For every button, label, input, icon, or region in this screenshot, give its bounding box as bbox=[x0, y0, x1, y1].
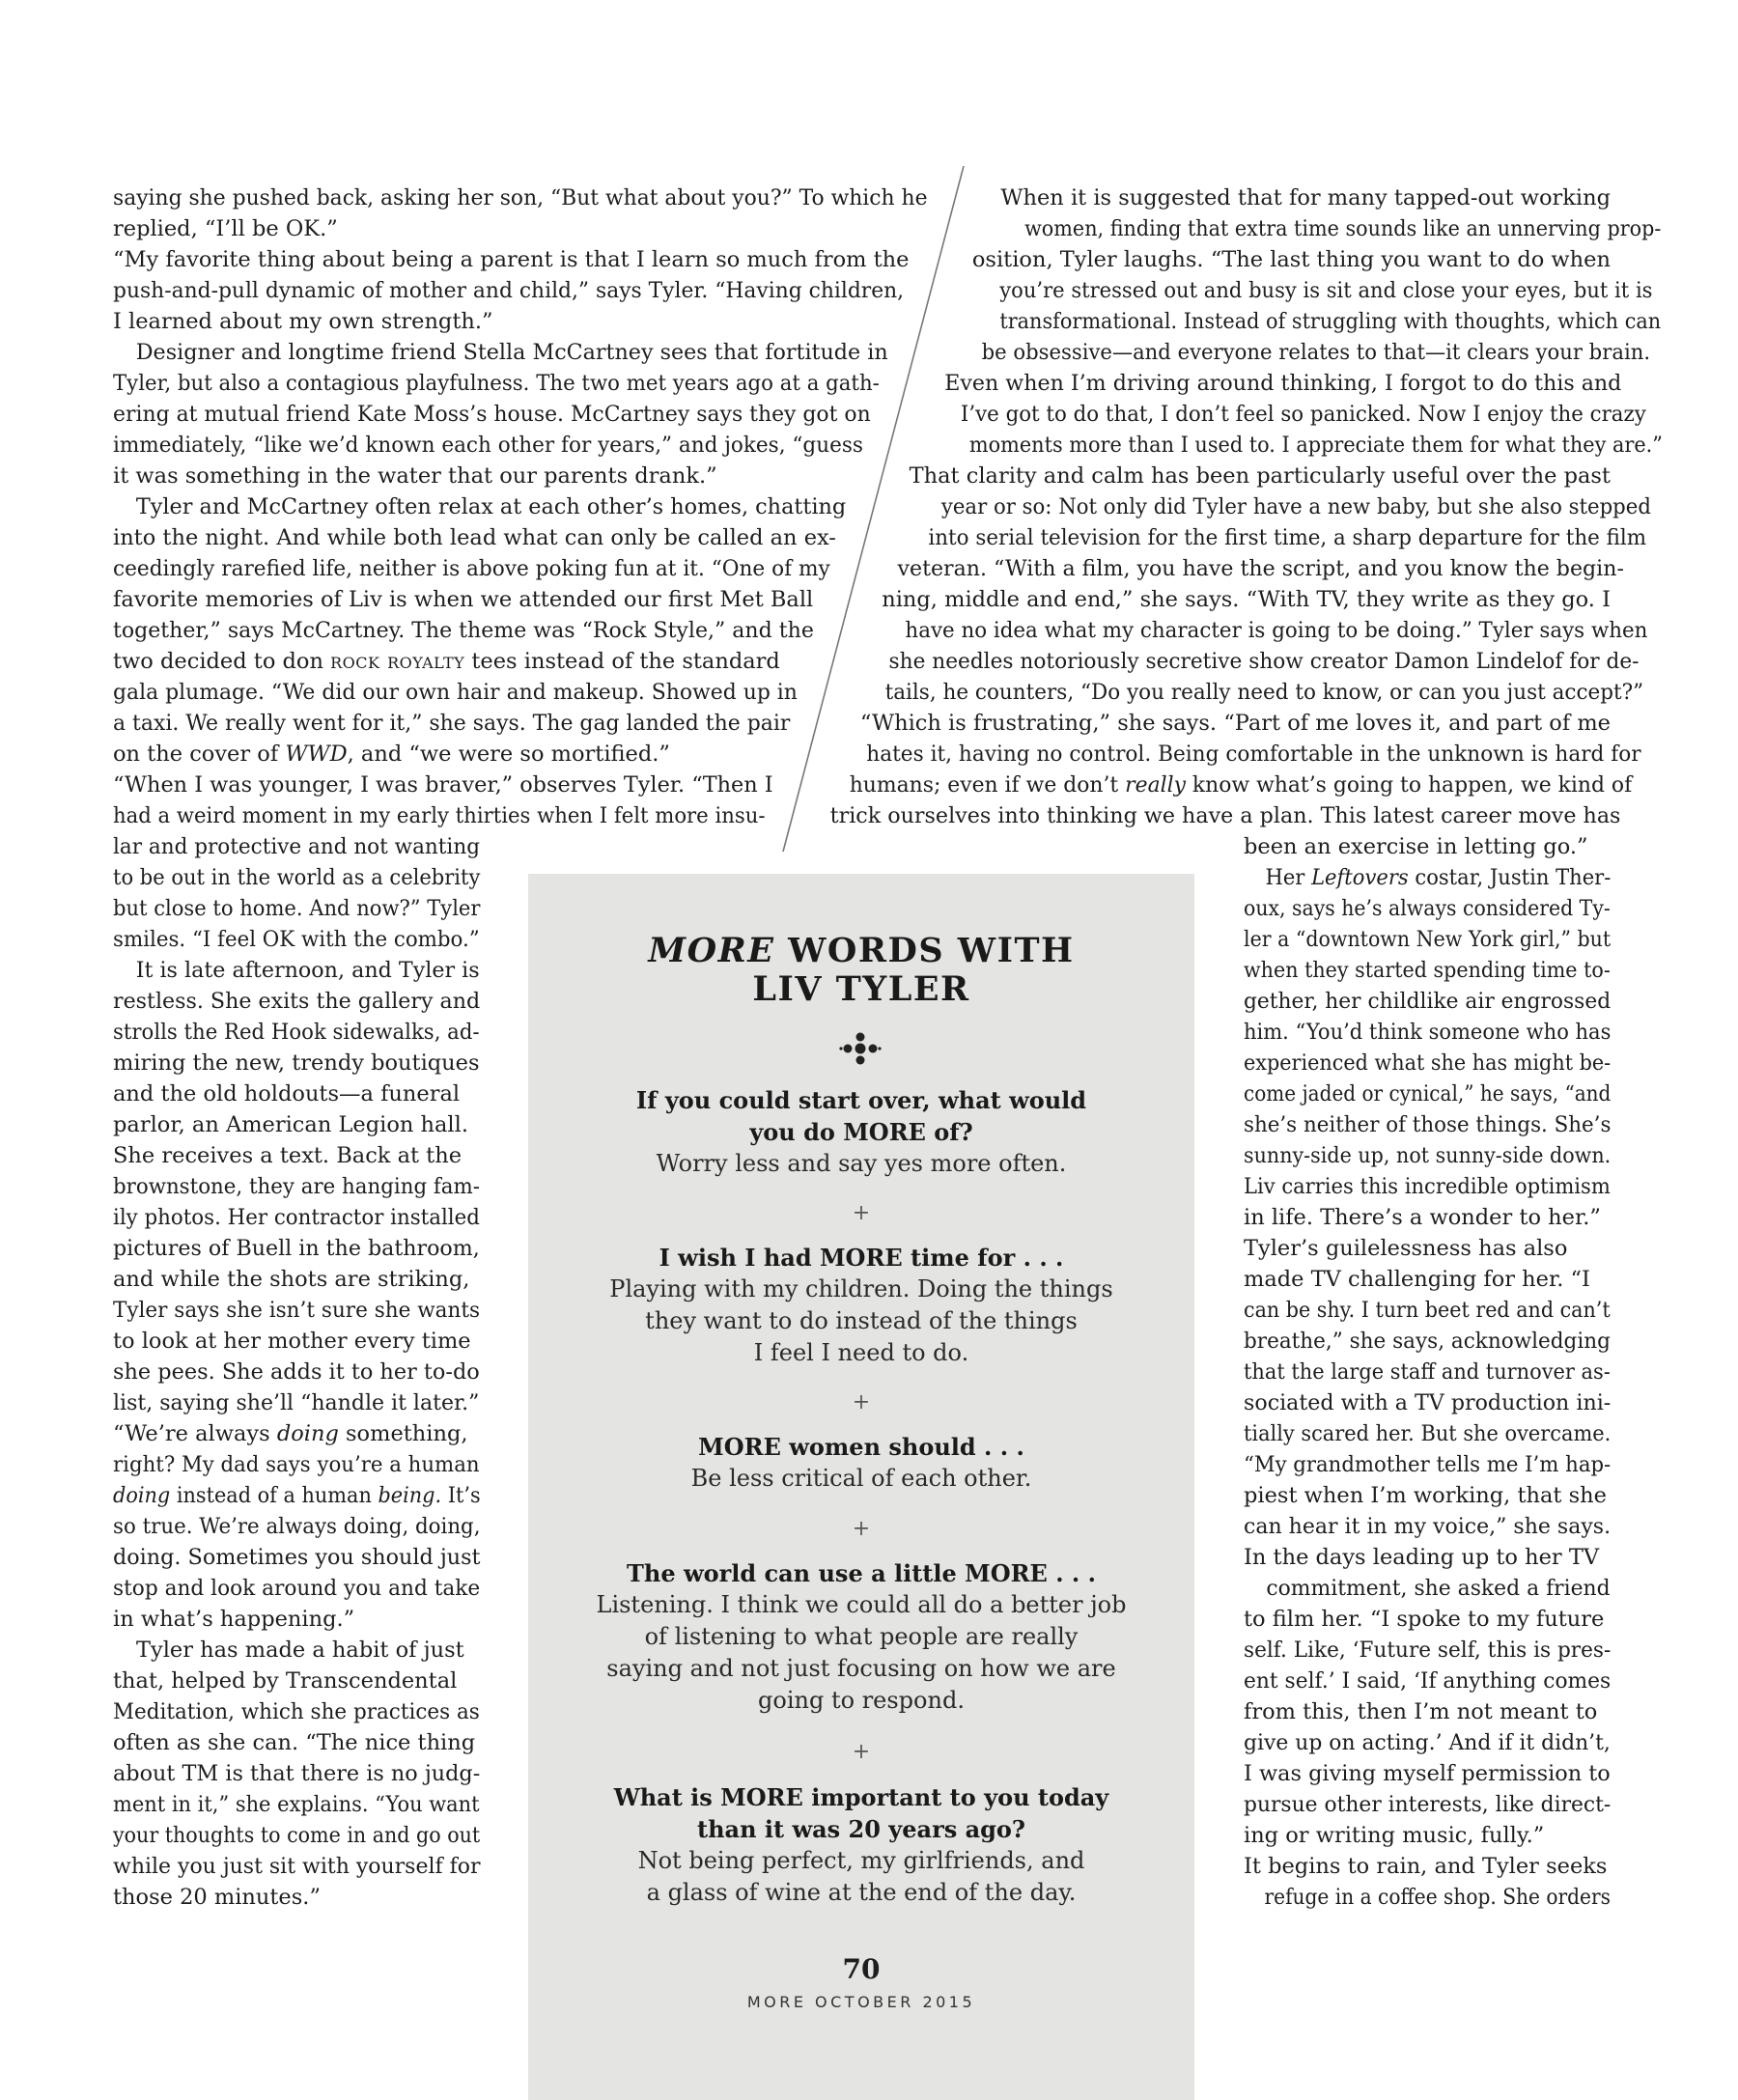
text-line: ment in it,” she explains. “You want bbox=[113, 1792, 480, 1817]
text-line: self. Like, ‘Future self, this is pres- bbox=[1244, 1638, 1612, 1663]
text-line: list, saying she’ll “handle it later.” bbox=[113, 1390, 480, 1415]
text-line: Tyler, but also a contagious playfulness. The two met years ago at a gath- bbox=[113, 371, 880, 396]
text-line: push-and-pull dynamic of mother and child,” says Tyler. “Having children, bbox=[113, 278, 905, 303]
text-line: ning, middle and end,” she says. “With TV, they write as they go. I bbox=[882, 587, 1611, 612]
flower-ornament-icon bbox=[839, 1031, 882, 1066]
text-line: gether, her childlike air engrossed bbox=[1244, 989, 1612, 1014]
text-line: Tyler has made a habit of just bbox=[136, 1638, 464, 1663]
text-line: gala plumage. “We did our own hair and makeup. Showed up in bbox=[113, 680, 798, 705]
text-line: ler a “downtown New York girl,” but bbox=[1244, 927, 1612, 952]
text-line: “My favorite thing about being a parent is that I learn so much from the bbox=[113, 247, 910, 272]
text-line: sociated with a TV production ini- bbox=[1244, 1390, 1612, 1415]
text-line: piest when I’m working, that she bbox=[1244, 1483, 1607, 1508]
text-line: Tyler and McCartney often relax at each other’s homes, chatting bbox=[135, 494, 847, 519]
text-line: tially scared her. But she overcame. bbox=[1244, 1421, 1612, 1446]
text-line: him. “You’d think someone who has bbox=[1244, 1020, 1612, 1045]
text-line: trick ourselves into thinking we have a plan. This latest career move has bbox=[829, 803, 1621, 828]
text-line: come jaded or cynical,” he says, “and bbox=[1244, 1081, 1612, 1106]
text-line: but close to home. And now?” Tyler bbox=[113, 896, 481, 921]
sidebar-question: MORE women should . . . bbox=[698, 1433, 1024, 1461]
text-line: together,” says McCartney. The theme was “Rock Style,” and the bbox=[113, 618, 814, 643]
text-line: ering at mutual friend Kate Moss’s house. McCartney says they got on bbox=[113, 402, 871, 427]
text-line: saying she pushed back, asking her son, “But what about you?” To which he bbox=[113, 185, 928, 210]
text-line: “When I was younger, I was braver,” observes Tyler. “Then I bbox=[113, 772, 773, 798]
text-line: ily photos. Her contractor installed bbox=[113, 1205, 480, 1230]
text-line: Liv carries this incredible optimism bbox=[1244, 1174, 1611, 1199]
text-line: had a weird moment in my early thirties when I felt more insu- bbox=[113, 803, 766, 828]
text-line: “Which is frustrating,” she says. “Part of me loves it, and part of me bbox=[859, 711, 1611, 736]
text-line: strolls the Red Hook sidewalks, ad- bbox=[113, 1020, 480, 1045]
text-line: osition, Tyler laughs. “The last thing you want to do when bbox=[971, 247, 1611, 272]
text-line: immediately, “like we’d known each other for years,” and jokes, “guess bbox=[113, 433, 863, 458]
text-line: to be out in the world as a celebrity bbox=[113, 865, 481, 890]
sidebar-answer: going to respond. bbox=[758, 1687, 965, 1714]
text-line: experienced what she has might be- bbox=[1244, 1050, 1612, 1076]
text-line: “We’re always doing something, bbox=[113, 1421, 468, 1446]
sidebar-answer: Listening. I think we could all do a better job bbox=[596, 1591, 1127, 1618]
text-line: brownstone, they are hanging fam- bbox=[113, 1174, 480, 1199]
text-line: ent self.’ I said, ‘If anything comes bbox=[1244, 1668, 1612, 1694]
text-line: those 20 minutes.” bbox=[113, 1885, 321, 1910]
text-line: and the old holdouts—a funeral bbox=[113, 1081, 461, 1106]
text-line: she’s neither of those things. She’s bbox=[1244, 1112, 1612, 1137]
sidebar-answer: Not being perfect, my girlfriends, and bbox=[637, 1847, 1085, 1874]
text-line: it was something in the water that our parents drank.” bbox=[113, 463, 717, 489]
text-line: doing. Sometimes you should just bbox=[113, 1545, 481, 1570]
text-line: replied, “I’ll be OK.” bbox=[113, 216, 338, 241]
text-line: refuge in a coffee shop. She orders bbox=[1264, 1885, 1611, 1910]
text-line: about TM is that there is no judg- bbox=[113, 1761, 481, 1786]
sidebar-question: you do MORE of? bbox=[749, 1118, 973, 1146]
text-line: have no idea what my character is going to be doing.” Tyler says when bbox=[905, 618, 1648, 643]
sidebar-answer: Playing with my children. Doing the things bbox=[609, 1275, 1113, 1302]
text-line: Tyler says she isn’t sure she wants bbox=[113, 1298, 481, 1323]
text-line: stop and look around you and take bbox=[113, 1576, 481, 1601]
text-line: Her Leftovers costar, Justin Ther- bbox=[1265, 865, 1612, 890]
text-line: to film her. “I spoke to my future bbox=[1244, 1607, 1605, 1632]
text-line: Even when I’m driving around thinking, I forgot to do this and bbox=[943, 371, 1622, 396]
text-line: breathe,” she says, acknowledging bbox=[1244, 1329, 1611, 1354]
text-line: she needles notoriously secretive show creator Damon Lindelof for de- bbox=[888, 649, 1640, 674]
text-line: women, finding that extra time sounds like an unnerving prop- bbox=[1023, 216, 1662, 241]
text-line: two decided to don rock royalty tees instead of the standard bbox=[113, 649, 780, 674]
text-line: pictures of Buell in the bathroom, bbox=[113, 1236, 480, 1261]
text-line: oux, says he’s always considered Ty- bbox=[1244, 896, 1611, 921]
text-line: into serial television for the first time, a sharp departure for the film bbox=[928, 525, 1646, 550]
text-line: to look at her mother every time bbox=[113, 1329, 471, 1354]
text-line: Designer and longtime friend Stella McCartney sees that fortitude in bbox=[135, 340, 888, 365]
text-line: ceedingly rarefied life, neither is above poking fun at it. “One of my bbox=[113, 556, 830, 581]
text-line: year or so: Not only did Tyler have a new baby, but she also stepped bbox=[940, 494, 1651, 519]
text-line: she pees. She adds it to her to-do bbox=[113, 1359, 480, 1385]
text-line: give up on acting.’ And if it didn’t, bbox=[1244, 1730, 1611, 1755]
text-line: miring the new, trendy boutiques bbox=[113, 1050, 480, 1076]
text-line: restless. She exits the gallery and bbox=[113, 989, 481, 1014]
sidebar-plus-separator: + bbox=[852, 1517, 871, 1541]
text-line: so true. We’re always doing, doing, bbox=[113, 1514, 481, 1539]
text-line: It is late afternoon, and Tyler is bbox=[135, 958, 480, 983]
text-line: moments more than I used to. I appreciate them for what they are.” bbox=[968, 433, 1663, 458]
text-line: lar and protective and not wanting bbox=[113, 834, 480, 859]
text-line: She receives a text. Back at the bbox=[113, 1143, 463, 1168]
text-line: been an exercise in letting go.” bbox=[1244, 834, 1588, 859]
text-line: that the large staff and turnover as- bbox=[1244, 1359, 1611, 1385]
text-line: In the days leading up to her TV bbox=[1244, 1545, 1600, 1570]
sidebar-title-line2: LIV TYLER bbox=[752, 969, 970, 1009]
sidebar-answer: saying and not just focusing on how we are bbox=[606, 1655, 1116, 1682]
text-line: made TV challenging for her. “I bbox=[1244, 1267, 1590, 1292]
text-line: tails, he counters, “Do you really need to know, or can you just accept?” bbox=[885, 680, 1644, 705]
text-line: doing instead of a human being. It’s bbox=[113, 1483, 481, 1508]
sidebar-answer: of listening to what people are really bbox=[644, 1623, 1079, 1650]
text-line: parlor, an American Legion hall. bbox=[113, 1112, 468, 1137]
sidebar-question: If you could start over, what would bbox=[635, 1086, 1087, 1114]
sidebar-answer: a glass of wine at the end of the day. bbox=[646, 1879, 1077, 1906]
sidebar-question: I wish I had MORE time for . . . bbox=[659, 1244, 1064, 1272]
text-line: that, helped by Transcendental bbox=[113, 1668, 458, 1694]
text-line: a taxi. We really went for it,” she says. The gag landed the pair bbox=[113, 711, 791, 736]
text-line: your thoughts to come in and go out bbox=[113, 1823, 481, 1848]
sidebar-answer: I feel I need to do. bbox=[753, 1339, 969, 1366]
text-line: commitment, she asked a friend bbox=[1266, 1576, 1611, 1601]
sidebar-answer: they want to do instead of the things bbox=[645, 1307, 1078, 1334]
text-line: I’ve got to do that, I don’t feel so panicked. Now I enjoy the crazy bbox=[961, 402, 1647, 427]
text-line: can be shy. I turn beet red and can’t bbox=[1244, 1298, 1611, 1323]
publication-line: MORE OCTOBER 2015 bbox=[746, 1993, 976, 2011]
text-line: often as she can. “The nice thing bbox=[113, 1730, 476, 1755]
text-line: hates it, having no control. Being comfortable in the unknown is hard for bbox=[865, 742, 1641, 767]
text-line: transformational. Instead of struggling with thoughts, which can bbox=[998, 309, 1661, 334]
text-line: right? My dad says you’re a human bbox=[113, 1452, 480, 1477]
text-line: and while the shots are striking, bbox=[113, 1267, 470, 1292]
sidebar-plus-separator: + bbox=[852, 1201, 871, 1225]
text-line: Tyler’s guilelessness has also bbox=[1244, 1236, 1568, 1261]
text-line: veteran. “With a film, you have the script, and you know the begin- bbox=[897, 556, 1625, 581]
text-line: into the night. And while both lead what can only be called an ex- bbox=[113, 525, 836, 550]
text-line: When it is suggested that for many tapped-out working bbox=[1000, 185, 1611, 210]
text-line: favorite memories of Liv is when we attended our first Met Ball bbox=[113, 587, 814, 612]
text-line: That clarity and calm has been particularly useful over the past bbox=[909, 463, 1611, 489]
sidebar-answer: Be less critical of each other. bbox=[690, 1465, 1032, 1492]
text-line: can hear it in my voice,” she says. bbox=[1244, 1514, 1612, 1539]
text-line: when they started spending time to- bbox=[1244, 958, 1611, 983]
text-line: humans; even if we don’t really know what’s going to happen, we kind of bbox=[849, 772, 1633, 798]
text-line: It begins to rain, and Tyler seeks bbox=[1244, 1854, 1608, 1879]
sidebar-question: than it was 20 years ago? bbox=[697, 1815, 1025, 1843]
text-line: Meditation, which she practices as bbox=[113, 1699, 480, 1724]
text-line: sunny-side up, not sunny-side down. bbox=[1244, 1143, 1612, 1168]
text-line: pursue other interests, like direct- bbox=[1244, 1792, 1612, 1817]
text-line: be obsessive—and everyone relates to that—it clears your brain. bbox=[981, 340, 1651, 365]
text-line: “My grandmother tells me I’m hap- bbox=[1244, 1452, 1612, 1477]
text-line: on the cover of WWD, and “we were so mortified.” bbox=[113, 742, 670, 767]
text-line: smiles. “I feel OK with the combo.” bbox=[113, 927, 480, 952]
page-number: 70 bbox=[842, 1953, 881, 1985]
text-line: I was giving myself permission to bbox=[1244, 1761, 1611, 1786]
text-line: in life. There’s a wonder to her.” bbox=[1244, 1205, 1601, 1230]
text-line: ing or writing music, fully.” bbox=[1244, 1823, 1545, 1848]
sidebar-question: The world can use a little MORE . . . bbox=[627, 1559, 1096, 1587]
sidebar-plus-separator: + bbox=[852, 1740, 871, 1764]
text-line: in what’s happening.” bbox=[113, 1607, 355, 1632]
sidebar-answer: Worry less and say yes more often. bbox=[656, 1150, 1067, 1177]
text-line: while you just sit with yourself for bbox=[113, 1854, 481, 1879]
text-line: I learned about my own strength.” bbox=[113, 309, 493, 334]
text-line: you’re stressed out and busy is sit and close your eyes, but it is bbox=[999, 278, 1653, 303]
sidebar-question: What is MORE important to you today bbox=[613, 1783, 1109, 1811]
text-line: from this, then I’m not meant to bbox=[1244, 1699, 1598, 1724]
sidebar-title: MORE WORDS WITH bbox=[648, 931, 1075, 970]
sidebar-plus-separator: + bbox=[852, 1390, 871, 1414]
